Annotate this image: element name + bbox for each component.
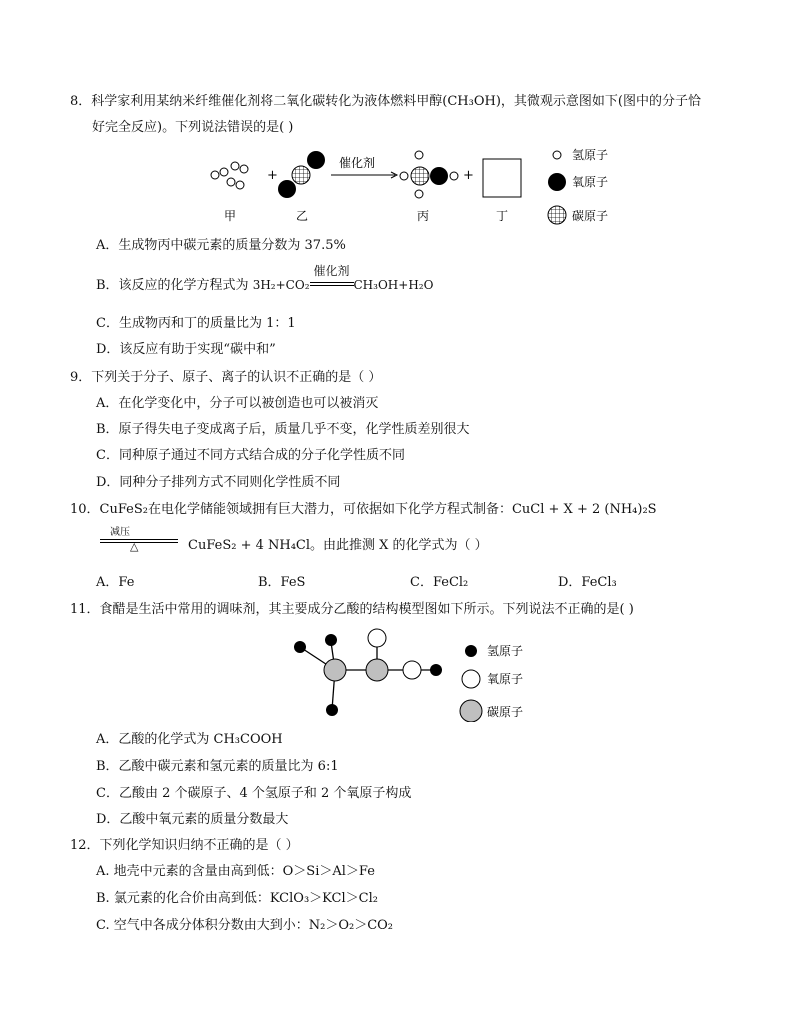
q9-option-d: D．同种分子排列方式不同则化学性质不同 — [96, 475, 341, 490]
catalyst-label: 催化剂 — [339, 156, 376, 170]
q8-equals-arrow — [310, 264, 354, 294]
q12-stem: 12．下列化学知识归纳不正确的是（ ） — [70, 838, 299, 853]
plus-sign: + — [267, 168, 278, 183]
h-atom — [430, 664, 442, 676]
h-atom — [294, 641, 306, 653]
q10-stem: 10．CuFeS₂在电化学储能领域拥有巨大潜力，可依据如下化学方程式制备：CuCl + X + 2 (NH₄)₂S — [70, 502, 657, 517]
molecule-yi — [278, 151, 325, 198]
q8-reaction-diagram — [195, 145, 635, 230]
legend-c-icon — [548, 206, 566, 224]
q11-legend-o: 氧原子 — [487, 672, 524, 686]
q11-option-a: A．乙酸的化学式为 CH₃COOH — [96, 732, 283, 747]
c-atom — [324, 659, 346, 681]
legend-o-icon — [462, 670, 480, 688]
q8-option-c: C．生成物丙和丁的质量比为 1：1 — [96, 316, 296, 331]
q8-option-d: D．该反应有助于实现“碳中和” — [96, 342, 276, 357]
q10-option-b: B．FeS — [258, 575, 306, 590]
q8-stem-line1: 8．科学家利用某纳米纤维催化剂将二氧化碳转化为液体燃料甲醇(CH₃OH)，其微观示意图如下(图中的分子恰 — [70, 94, 701, 109]
q9-option-b: B．原子得失电子变成离子后，质量几乎不变，化学性质差别很大 — [96, 422, 470, 437]
q12-option-c: C. 空气中各成分体积分数由大到小：N₂＞O₂＞CO₂ — [96, 918, 394, 933]
q10-condition: 减压 — [110, 527, 130, 538]
q10-option-c: C．FeCl₂ — [410, 575, 469, 590]
h-atom — [326, 704, 338, 716]
legend-o-label: 氧原子 — [572, 175, 609, 189]
q8-option-b — [96, 264, 434, 295]
c-atom — [366, 659, 388, 681]
legend-h-label: 氢原子 — [572, 148, 609, 162]
q8-stem-line2: 好完全反应)。下列说法错误的是( ) — [92, 120, 294, 135]
q10-option-d: D．FeCl₃ — [558, 575, 617, 590]
molecule-ding-box — [483, 159, 521, 197]
label-jia: 甲 — [224, 209, 237, 223]
q12-option-a: A. 地壳中元素的含量由高到低：O＞Si＞Al＞Fe — [96, 864, 375, 879]
legend-o-icon — [548, 173, 566, 191]
molecule-bing — [400, 151, 458, 198]
q10-option-a: A．Fe — [96, 575, 135, 590]
q9-stem: 9．下列关于分子、原子、离子的认识不正确的是（ ） — [70, 370, 382, 385]
plus-sign-2: + — [463, 168, 474, 183]
legend-c-label: 碳原子 — [572, 209, 609, 223]
q8-option-b-prefix: B．该反应的化学方程式为 — [96, 278, 249, 293]
label-ding: 丁 — [496, 209, 509, 223]
q11-legend-c: 碳原子 — [487, 705, 524, 719]
q10-delta: △ — [130, 540, 139, 553]
q8-option-b-catalyst: 催化剂 — [313, 264, 350, 278]
q9-option-a: A．在化学变化中，分子可以被创造也可以被消灭 — [96, 396, 379, 411]
q8-option-b-eq-right: CH₃OH+H₂O — [353, 278, 434, 292]
q12-option-b: B. 氯元素的化合价由高到低：KClO₃＞KCl＞Cl₂ — [96, 891, 378, 906]
legend-h-icon — [553, 151, 561, 159]
q10-reaction-arrow — [100, 528, 182, 554]
q11-stem: 11．食醋是生活中常用的调味剂，其主要成分乙酸的结构模型图如下所示。下列说法不正确的是( ) — [70, 602, 634, 617]
o-atom — [368, 629, 386, 647]
h-atom — [325, 634, 337, 646]
label-yi: 乙 — [296, 209, 309, 223]
legend-c-icon — [460, 700, 482, 722]
o-atom — [403, 661, 421, 679]
q10-equation-tail: CuFeS₂ + 4 NH₄Cl。由此推测 X 的化学式为（ ） — [188, 538, 488, 553]
label-bing: 丙 — [417, 209, 430, 223]
q11-acetic-acid-model — [285, 622, 565, 722]
q8-option-b-eq-left: 3H₂+CO₂ — [252, 278, 310, 292]
legend-h-icon — [465, 645, 477, 657]
q8-option-a: A．生成物丙中碳元素的质量分数为 37.5% — [96, 238, 346, 253]
q9-option-c: C．同种原子通过不同方式结合成的分子化学性质不同 — [96, 448, 405, 463]
q11-option-b: B．乙酸中碳元素和氢元素的质量比为 6:1 — [96, 759, 339, 774]
q11-legend-h: 氢原子 — [487, 644, 524, 658]
q11-option-d: D．乙酸中氧元素的质量分数最大 — [96, 812, 289, 827]
molecule-jia — [211, 162, 248, 189]
q11-option-c: C．乙酸由 2 个碳原子、4 个氢原子和 2 个氧原子构成 — [96, 786, 412, 801]
